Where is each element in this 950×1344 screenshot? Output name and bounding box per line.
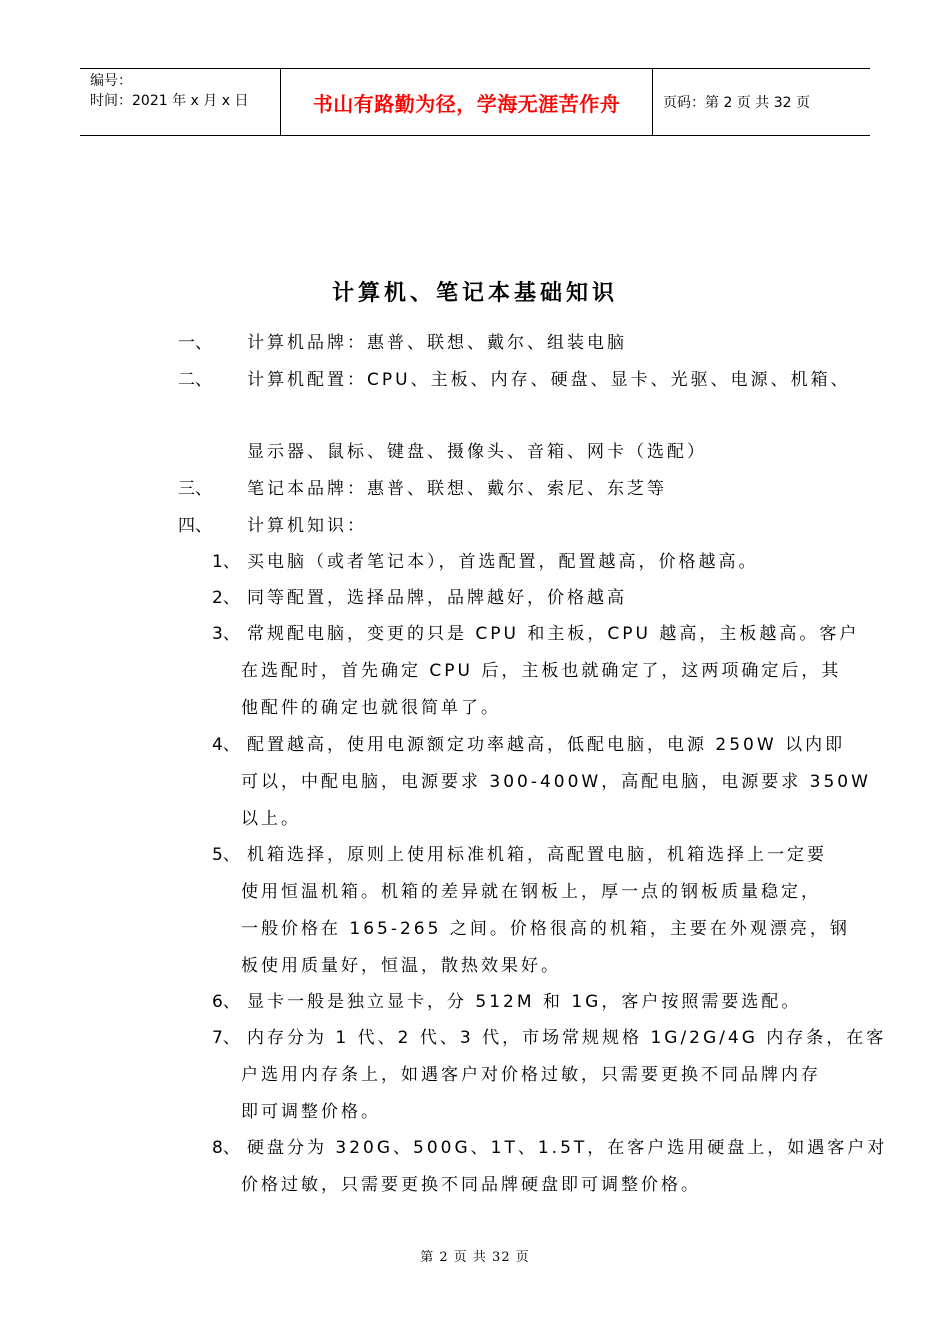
- document-date-label: 时间：2021 年 x 月 x 日: [90, 93, 249, 109]
- item-line: 价格过敏，只需要更换不同品牌硬盘即可调整价格。: [241, 1175, 701, 1195]
- item-line: 可以，中配电脑，电源要求 300-400W，高配电脑，电源要求 350W: [241, 772, 871, 792]
- section-number: 一、: [178, 333, 212, 353]
- header-page-info: 页码：第 2 页 共 32 页: [663, 95, 810, 111]
- section-number: 二、: [178, 370, 212, 390]
- item-line: 同等配置，选择品牌，品牌越好，价格越高: [247, 588, 627, 608]
- header-meta-cell: [80, 69, 281, 135]
- section-text: 计算机知识：: [247, 516, 367, 536]
- item-number: 2、: [212, 588, 240, 608]
- item-line: 户选用内存条上，如遇客户对价格过敏，只需要更换不同品牌内存: [241, 1065, 821, 1085]
- section-text: 笔记本品牌：惠普、联想、戴尔、索尼、东芝等: [247, 479, 667, 499]
- item-line: 即可调整价格。: [241, 1102, 381, 1122]
- document-title: 计算机、笔记本基础知识: [331, 280, 618, 306]
- section-text-continued: 显示器、鼠标、键盘、摄像头、音箱、网卡（选配）: [247, 442, 707, 462]
- header-table: [80, 68, 870, 136]
- page-footer: 第 2 页 共 32 页: [420, 1250, 530, 1265]
- item-line: 使用恒温机箱。机箱的差异就在钢板上，厚一点的钢板质量稳定，: [241, 882, 821, 902]
- item-line: 硬盘分为 320G、500G、1T、1.5T，在客户选用硬盘上，如遇客户对: [247, 1138, 888, 1158]
- section-text: 计算机品牌：惠普、联想、戴尔、组装电脑: [247, 333, 627, 353]
- item-number: 5、: [212, 845, 240, 865]
- section-text: 计算机配置：CPU、主板、内存、硬盘、显卡、光驱、电源、机箱、: [247, 370, 851, 390]
- item-number: 7、: [212, 1028, 240, 1048]
- item-number: 3、: [212, 624, 240, 644]
- header-motto: 书山有路勤为径，学海无涯苦作舟: [281, 69, 653, 135]
- item-line: 板使用质量好，恒温，散热效果好。: [241, 956, 561, 976]
- item-line: 配置越高，使用电源额定功率越高，低配电脑，电源 250W 以内即: [247, 735, 846, 755]
- item-number: 1、: [212, 552, 240, 572]
- item-line: 机箱选择，原则上使用标准机箱，高配置电脑，机箱选择上一定要: [247, 845, 827, 865]
- item-line: 内存分为 1 代、2 代、3 代，市场常规规格 1G/2G/4G 内存条，在客: [247, 1028, 887, 1048]
- item-line: 他配件的确定也就很简单了。: [241, 698, 501, 718]
- section-number: 三、: [178, 479, 212, 499]
- item-line: 显卡一般是独立显卡，分 512M 和 1G，客户按照需要选配。: [247, 992, 802, 1012]
- document-number-label: 编号：: [90, 73, 132, 89]
- item-line: 买电脑（或者笔记本），首选配置，配置越高，价格越高。: [247, 552, 759, 572]
- item-line: 以上。: [241, 809, 301, 829]
- item-line: 一般价格在 165-265 之间。价格很高的机箱，主要在外观漂亮，钢: [241, 919, 850, 939]
- item-number: 6、: [212, 992, 240, 1012]
- item-line: 常规配电脑，变更的只是 CPU 和主板，CPU 越高，主板越高。客户: [247, 624, 860, 644]
- item-number: 8、: [212, 1138, 240, 1158]
- item-line: 在选配时，首先确定 CPU 后，主板也就确定了，这两项确定后，其: [241, 661, 842, 681]
- section-number: 四、: [178, 516, 212, 536]
- item-number: 4、: [212, 735, 240, 755]
